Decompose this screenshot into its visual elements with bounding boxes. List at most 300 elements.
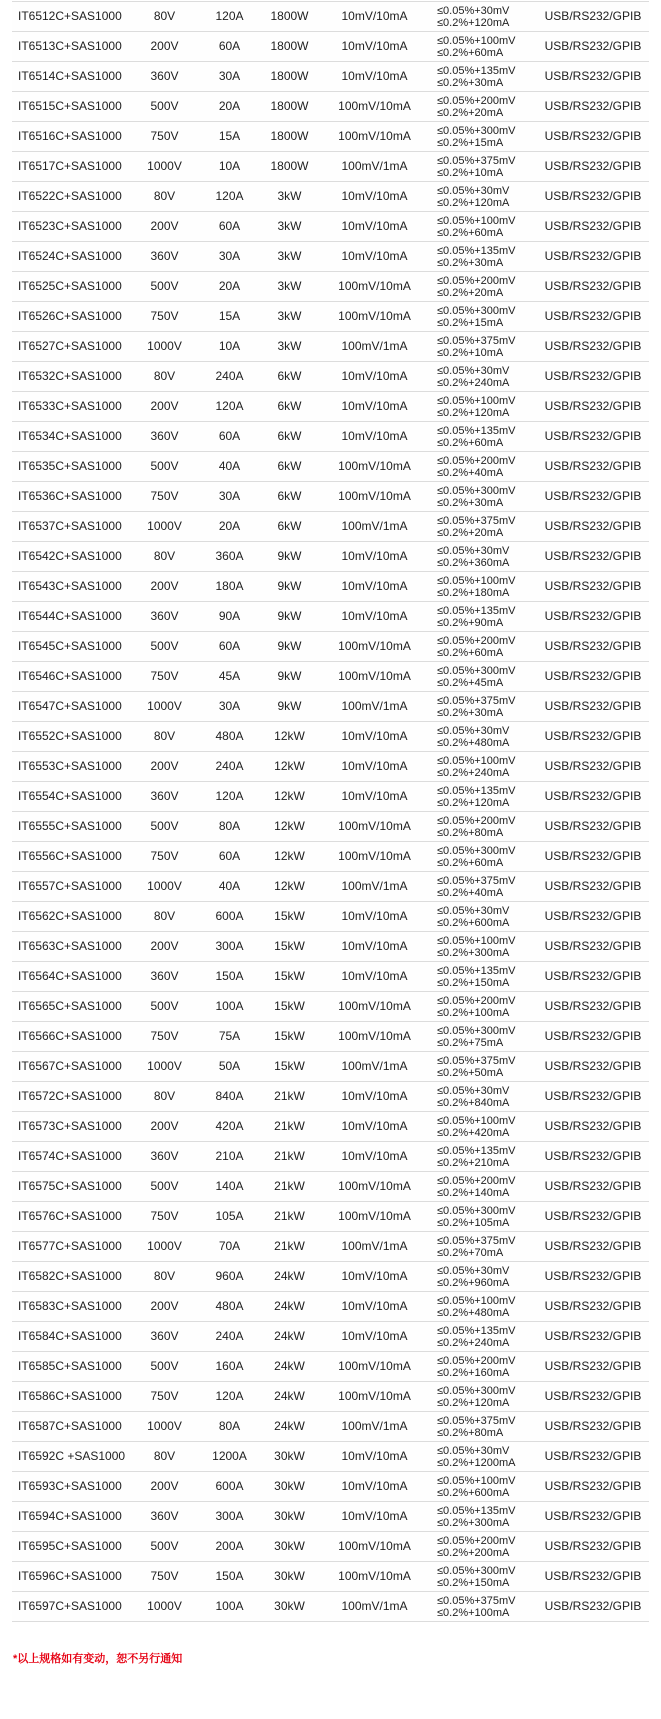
model-cell: IT6545C+SAS1000 [18, 639, 122, 653]
current-cell: 120A [215, 399, 244, 413]
table-row [12, 1442, 649, 1472]
power-cell: 9kW [277, 579, 302, 593]
table-row [12, 872, 649, 902]
accuracy-voltage-line: ≤0.05%+135mV [437, 604, 516, 617]
power-cell: 24kW [274, 1329, 305, 1343]
voltage-cell: 360V [150, 429, 179, 443]
voltage-cell: 80V [153, 1089, 176, 1103]
resolution-cell: 10mV/10mA [341, 609, 408, 623]
interface-cell: USB/RS232/GPIB [544, 1089, 642, 1103]
table-row [12, 542, 649, 572]
accuracy-cell [427, 425, 537, 449]
current-cell: 20A [218, 519, 241, 533]
accuracy-cell [427, 785, 537, 809]
voltage-cell: 750V [150, 1029, 179, 1043]
voltage-cell: 80V [153, 909, 176, 923]
model-cell: IT6513C+SAS1000 [18, 39, 122, 53]
resolution-cell: 100mV/1mA [341, 879, 408, 893]
resolution-cell: 10mV/10mA [341, 1509, 408, 1523]
power-cell: 1800W [270, 129, 309, 143]
accuracy-cell [427, 815, 537, 839]
table-row [12, 1352, 649, 1382]
table-row [12, 632, 649, 662]
model-cell: IT6557C+SAS1000 [18, 879, 122, 893]
model-cell: IT6522C+SAS1000 [18, 189, 122, 203]
resolution-cell: 100mV/10mA [338, 309, 411, 323]
current-cell: 120A [215, 189, 244, 203]
accuracy-cell [427, 1505, 537, 1529]
accuracy-current-line: ≤0.2%+10mA [437, 346, 504, 359]
current-cell: 70A [218, 1239, 241, 1253]
accuracy-current-line: ≤0.2%+150mA [437, 976, 510, 989]
model-cell: IT6596C+SAS1000 [18, 1569, 122, 1583]
interface-cell: USB/RS232/GPIB [544, 1359, 642, 1373]
interface-cell: USB/RS232/GPIB [544, 879, 642, 893]
accuracy-current-line: ≤0.2%+180mA [437, 586, 510, 599]
accuracy-voltage-line: ≤0.05%+375mV [437, 1594, 516, 1607]
power-cell: 21kW [274, 1179, 305, 1193]
accuracy-current-line: ≤0.2%+75mA [437, 1036, 504, 1049]
accuracy-current-line: ≤0.2%+210mA [437, 1156, 510, 1169]
model-cell: IT6585C+SAS1000 [18, 1359, 122, 1373]
accuracy-voltage-line: ≤0.05%+375mV [437, 1054, 516, 1067]
accuracy-current-line: ≤0.2%+120mA [437, 196, 510, 209]
resolution-cell: 100mV/10mA [338, 1359, 411, 1373]
power-cell: 1800W [270, 39, 309, 53]
resolution-cell: 100mV/10mA [338, 639, 411, 653]
current-cell: 40A [218, 879, 241, 893]
accuracy-cell [427, 1145, 537, 1169]
model-cell: IT6515C+SAS1000 [18, 99, 122, 113]
model-cell: IT6546C+SAS1000 [18, 669, 122, 683]
power-cell: 12kW [274, 879, 305, 893]
accuracy-voltage-line: ≤0.05%+200mV [437, 1354, 516, 1367]
accuracy-cell [427, 965, 537, 989]
power-cell: 3kW [277, 249, 302, 263]
current-cell: 60A [218, 39, 241, 53]
power-cell: 12kW [274, 759, 305, 773]
interface-cell: USB/RS232/GPIB [544, 549, 642, 563]
voltage-cell: 80V [153, 549, 176, 563]
accuracy-voltage-line: ≤0.05%+100mV [437, 214, 516, 227]
accuracy-current-line: ≤0.2%+100mA [437, 1606, 510, 1619]
current-cell: 840A [215, 1089, 244, 1103]
model-cell: IT6583C+SAS1000 [18, 1299, 122, 1313]
current-cell: 60A [218, 639, 241, 653]
table-row [12, 482, 649, 512]
voltage-cell: 200V [150, 1299, 179, 1313]
resolution-cell: 100mV/10mA [338, 129, 411, 143]
table-row [12, 752, 649, 782]
power-cell: 6kW [277, 369, 302, 383]
accuracy-voltage-line: ≤0.05%+30mV [437, 1084, 510, 1097]
accuracy-cell [427, 1325, 537, 1349]
resolution-cell: 100mV/1mA [341, 1599, 408, 1613]
accuracy-current-line: ≤0.2%+300mA [437, 1516, 510, 1529]
accuracy-voltage-line: ≤0.05%+100mV [437, 934, 516, 947]
model-cell: IT6574C+SAS1000 [18, 1149, 122, 1163]
accuracy-cell [427, 935, 537, 959]
table-row [12, 1082, 649, 1112]
power-cell: 9kW [277, 669, 302, 683]
current-cell: 105A [215, 1209, 244, 1223]
accuracy-cell [427, 725, 537, 749]
accuracy-current-line: ≤0.2%+600mA [437, 1486, 510, 1499]
interface-cell: USB/RS232/GPIB [544, 729, 642, 743]
table-row [12, 812, 649, 842]
model-cell: IT6555C+SAS1000 [18, 819, 122, 833]
current-cell: 300A [215, 1509, 244, 1523]
table-row [12, 902, 649, 932]
model-cell: IT6572C+SAS1000 [18, 1089, 122, 1103]
table-row [12, 122, 649, 152]
accuracy-current-line: ≤0.2%+105mA [437, 1216, 510, 1229]
voltage-cell: 1000V [147, 1419, 182, 1433]
accuracy-cell [427, 35, 537, 59]
model-cell: IT6524C+SAS1000 [18, 249, 122, 263]
current-cell: 160A [215, 1359, 244, 1373]
interface-cell: USB/RS232/GPIB [544, 129, 642, 143]
power-cell: 3kW [277, 309, 302, 323]
accuracy-current-line: ≤0.2%+15mA [437, 316, 504, 329]
power-cell: 1800W [270, 159, 309, 173]
voltage-cell: 750V [150, 1389, 179, 1403]
model-cell: IT6597C+SAS1000 [18, 1599, 122, 1613]
resolution-cell: 10mV/10mA [341, 789, 408, 803]
voltage-cell: 1000V [147, 519, 182, 533]
current-cell: 100A [215, 1599, 244, 1613]
accuracy-voltage-line: ≤0.05%+375mV [437, 874, 516, 887]
model-cell: IT6575C+SAS1000 [18, 1179, 122, 1193]
current-cell: 60A [218, 429, 241, 443]
interface-cell: USB/RS232/GPIB [544, 99, 642, 113]
interface-cell: USB/RS232/GPIB [544, 1119, 642, 1133]
current-cell: 240A [215, 759, 244, 773]
voltage-cell: 200V [150, 759, 179, 773]
interface-cell: USB/RS232/GPIB [544, 1599, 642, 1613]
voltage-cell: 360V [150, 249, 179, 263]
accuracy-voltage-line: ≤0.05%+100mV [437, 1114, 516, 1127]
accuracy-voltage-line: ≤0.05%+300mV [437, 664, 516, 677]
interface-cell: USB/RS232/GPIB [544, 309, 642, 323]
voltage-cell: 500V [150, 279, 179, 293]
voltage-cell: 360V [150, 609, 179, 623]
accuracy-voltage-line: ≤0.05%+135mV [437, 424, 516, 437]
accuracy-voltage-line: ≤0.05%+375mV [437, 334, 516, 347]
resolution-cell: 100mV/1mA [341, 699, 408, 713]
accuracy-voltage-line: ≤0.05%+100mV [437, 34, 516, 47]
power-cell: 9kW [277, 699, 302, 713]
current-cell: 240A [215, 369, 244, 383]
accuracy-voltage-line: ≤0.05%+135mV [437, 964, 516, 977]
accuracy-voltage-line: ≤0.05%+30mV [437, 1444, 510, 1457]
accuracy-cell [427, 1115, 537, 1139]
voltage-cell: 1000V [147, 1059, 182, 1073]
power-cell: 15kW [274, 999, 305, 1013]
model-cell: IT6533C+SAS1000 [18, 399, 122, 413]
table-row [12, 962, 649, 992]
accuracy-current-line: ≤0.2%+30mA [437, 256, 504, 269]
current-cell: 20A [218, 99, 241, 113]
accuracy-current-line: ≤0.2%+70mA [437, 1246, 504, 1259]
interface-cell: USB/RS232/GPIB [544, 1419, 642, 1433]
accuracy-cell [427, 1265, 537, 1289]
table-row [12, 242, 649, 272]
table-row [12, 1022, 649, 1052]
power-cell: 30kW [274, 1479, 305, 1493]
accuracy-cell [427, 845, 537, 869]
current-cell: 600A [215, 1479, 244, 1493]
table-row [12, 392, 649, 422]
accuracy-current-line: ≤0.2%+15mA [437, 136, 504, 149]
resolution-cell: 100mV/1mA [341, 1419, 408, 1433]
accuracy-current-line: ≤0.2%+30mA [437, 76, 504, 89]
table-row [12, 1232, 649, 1262]
resolution-cell: 100mV/10mA [338, 1389, 411, 1403]
power-cell: 6kW [277, 459, 302, 473]
current-cell: 200A [215, 1539, 244, 1553]
accuracy-cell [427, 1595, 537, 1619]
table-row [12, 212, 649, 242]
voltage-cell: 500V [150, 639, 179, 653]
accuracy-current-line: ≤0.2%+120mA [437, 1396, 510, 1409]
resolution-cell: 10mV/10mA [341, 369, 408, 383]
model-cell: IT6594C+SAS1000 [18, 1509, 122, 1523]
model-cell: IT6544C+SAS1000 [18, 609, 122, 623]
power-cell: 9kW [277, 639, 302, 653]
accuracy-cell [427, 65, 537, 89]
accuracy-cell [427, 635, 537, 659]
accuracy-voltage-line: ≤0.05%+200mV [437, 994, 516, 1007]
resolution-cell: 10mV/10mA [341, 909, 408, 923]
table-row [12, 362, 649, 392]
voltage-cell: 750V [150, 669, 179, 683]
voltage-cell: 80V [153, 1269, 176, 1283]
interface-cell: USB/RS232/GPIB [544, 1329, 642, 1343]
accuracy-voltage-line: ≤0.05%+30mV [437, 184, 510, 197]
accuracy-cell [427, 1055, 537, 1079]
current-cell: 120A [215, 789, 244, 803]
model-cell: IT6554C+SAS1000 [18, 789, 122, 803]
accuracy-current-line: ≤0.2%+60mA [437, 436, 504, 449]
current-cell: 1200A [212, 1449, 247, 1463]
accuracy-cell [427, 185, 537, 209]
current-cell: 10A [218, 339, 241, 353]
model-cell: IT6566C+SAS1000 [18, 1029, 122, 1043]
interface-cell: USB/RS232/GPIB [544, 339, 642, 353]
table-row [12, 92, 649, 122]
table-row [12, 1562, 649, 1592]
interface-cell: USB/RS232/GPIB [544, 1239, 642, 1253]
accuracy-current-line: ≤0.2%+120mA [437, 16, 510, 29]
accuracy-voltage-line: ≤0.05%+135mV [437, 1144, 516, 1157]
accuracy-cell [427, 1085, 537, 1109]
table-row [12, 182, 649, 212]
accuracy-voltage-line: ≤0.05%+300mV [437, 124, 516, 137]
table-row [12, 1112, 649, 1142]
accuracy-current-line: ≤0.2%+200mA [437, 1546, 510, 1559]
table-row [12, 662, 649, 692]
resolution-cell: 10mV/10mA [341, 249, 408, 263]
model-cell: IT6592C +SAS1000 [18, 1449, 126, 1463]
voltage-cell: 750V [150, 849, 179, 863]
power-cell: 6kW [277, 489, 302, 503]
accuracy-current-line: ≤0.2%+960mA [437, 1276, 510, 1289]
power-cell: 21kW [274, 1089, 305, 1103]
accuracy-voltage-line: ≤0.05%+30mV [437, 4, 510, 17]
model-cell: IT6547C+SAS1000 [18, 699, 122, 713]
resolution-cell: 10mV/10mA [341, 1119, 408, 1133]
accuracy-voltage-line: ≤0.05%+300mV [437, 1024, 516, 1037]
table-row [12, 932, 649, 962]
resolution-cell: 10mV/10mA [341, 189, 408, 203]
accuracy-voltage-line: ≤0.05%+300mV [437, 1384, 516, 1397]
interface-cell: USB/RS232/GPIB [544, 1569, 642, 1583]
power-cell: 9kW [277, 609, 302, 623]
resolution-cell: 100mV/1mA [341, 1239, 408, 1253]
resolution-cell: 100mV/10mA [338, 849, 411, 863]
current-cell: 150A [215, 1569, 244, 1583]
current-cell: 140A [215, 1179, 244, 1193]
power-cell: 12kW [274, 849, 305, 863]
voltage-cell: 200V [150, 399, 179, 413]
resolution-cell: 10mV/10mA [341, 9, 408, 23]
interface-cell: USB/RS232/GPIB [544, 9, 642, 23]
model-cell: IT6542C+SAS1000 [18, 549, 122, 563]
power-cell: 24kW [274, 1359, 305, 1373]
interface-cell: USB/RS232/GPIB [544, 969, 642, 983]
table-row [12, 1412, 649, 1442]
table-row [12, 512, 649, 542]
current-cell: 100A [215, 999, 244, 1013]
accuracy-voltage-line: ≤0.05%+200mV [437, 1174, 516, 1187]
accuracy-voltage-line: ≤0.05%+375mV [437, 514, 516, 527]
current-cell: 480A [215, 729, 244, 743]
current-cell: 60A [218, 849, 241, 863]
model-cell: IT6565C+SAS1000 [18, 999, 122, 1013]
accuracy-voltage-line: ≤0.05%+100mV [437, 1294, 516, 1307]
resolution-cell: 10mV/10mA [341, 1089, 408, 1103]
accuracy-cell [427, 455, 537, 479]
model-cell: IT6576C+SAS1000 [18, 1209, 122, 1223]
voltage-cell: 360V [150, 1509, 179, 1523]
accuracy-voltage-line: ≤0.05%+200mV [437, 1534, 516, 1547]
model-cell: IT6543C+SAS1000 [18, 579, 122, 593]
accuracy-cell [427, 1565, 537, 1589]
accuracy-voltage-line: ≤0.05%+100mV [437, 754, 516, 767]
power-cell: 30kW [274, 1509, 305, 1523]
power-cell: 24kW [274, 1269, 305, 1283]
resolution-cell: 10mV/10mA [341, 1479, 408, 1493]
accuracy-cell [427, 875, 537, 899]
table-row [12, 992, 649, 1022]
interface-cell: USB/RS232/GPIB [544, 189, 642, 203]
accuracy-cell [427, 1535, 537, 1559]
voltage-cell: 1000V [147, 879, 182, 893]
interface-cell: USB/RS232/GPIB [544, 279, 642, 293]
table-row [12, 1052, 649, 1082]
interface-cell: USB/RS232/GPIB [544, 399, 642, 413]
model-cell: IT6517C+SAS1000 [18, 159, 122, 173]
accuracy-cell [427, 365, 537, 389]
model-cell: IT6552C+SAS1000 [18, 729, 122, 743]
current-cell: 120A [215, 1389, 244, 1403]
resolution-cell: 100mV/1mA [341, 1059, 408, 1073]
power-cell: 15kW [274, 909, 305, 923]
current-cell: 210A [215, 1149, 244, 1163]
accuracy-cell [427, 155, 537, 179]
model-cell: IT6537C+SAS1000 [18, 519, 122, 533]
power-cell: 6kW [277, 519, 302, 533]
accuracy-current-line: ≤0.2%+80mA [437, 826, 504, 839]
power-cell: 1800W [270, 69, 309, 83]
accuracy-current-line: ≤0.2%+20mA [437, 286, 504, 299]
voltage-cell: 80V [153, 9, 176, 23]
voltage-cell: 1000V [147, 1239, 182, 1253]
resolution-cell: 10mV/10mA [341, 1149, 408, 1163]
accuracy-current-line: ≤0.2%+45mA [437, 676, 504, 689]
interface-cell: USB/RS232/GPIB [544, 519, 642, 533]
table-row [12, 722, 649, 752]
accuracy-cell [427, 275, 537, 299]
voltage-cell: 360V [150, 69, 179, 83]
interface-cell: USB/RS232/GPIB [544, 1479, 642, 1493]
accuracy-current-line: ≤0.2%+300mA [437, 946, 510, 959]
model-cell: IT6562C+SAS1000 [18, 909, 122, 923]
model-cell: IT6584C+SAS1000 [18, 1329, 122, 1343]
accuracy-current-line: ≤0.2%+420mA [437, 1126, 510, 1139]
interface-cell: USB/RS232/GPIB [544, 1299, 642, 1313]
accuracy-cell [427, 485, 537, 509]
accuracy-current-line: ≤0.2%+60mA [437, 856, 504, 869]
accuracy-voltage-line: ≤0.05%+300mV [437, 844, 516, 857]
model-cell: IT6526C+SAS1000 [18, 309, 122, 323]
current-cell: 300A [215, 939, 244, 953]
model-cell: IT6573C+SAS1000 [18, 1119, 122, 1133]
voltage-cell: 200V [150, 579, 179, 593]
power-cell: 24kW [274, 1299, 305, 1313]
voltage-cell: 500V [150, 1539, 179, 1553]
interface-cell: USB/RS232/GPIB [544, 1059, 642, 1073]
voltage-cell: 500V [150, 999, 179, 1013]
resolution-cell: 100mV/10mA [338, 999, 411, 1013]
voltage-cell: 80V [153, 1449, 176, 1463]
spec-change-footnote: *以上规格如有变动，恕不另行通知 [13, 1653, 183, 1665]
accuracy-cell [427, 1205, 537, 1229]
accuracy-voltage-line: ≤0.05%+375mV [437, 1414, 516, 1427]
interface-cell: USB/RS232/GPIB [544, 429, 642, 443]
model-cell: IT6534C+SAS1000 [18, 429, 122, 443]
accuracy-current-line: ≤0.2%+1200mA [437, 1456, 516, 1469]
resolution-cell: 10mV/10mA [341, 429, 408, 443]
model-cell: IT6556C+SAS1000 [18, 849, 122, 863]
accuracy-current-line: ≤0.2%+600mA [437, 916, 510, 929]
table-row [12, 1292, 649, 1322]
accuracy-voltage-line: ≤0.05%+375mV [437, 1234, 516, 1247]
interface-cell: USB/RS232/GPIB [544, 159, 642, 173]
accuracy-cell [427, 395, 537, 419]
table-row [12, 32, 649, 62]
power-cell: 6kW [277, 429, 302, 443]
table-row [12, 1172, 649, 1202]
power-cell: 24kW [274, 1419, 305, 1433]
accuracy-voltage-line: ≤0.05%+30mV [437, 544, 510, 557]
table-row [12, 2, 649, 32]
model-cell: IT6564C+SAS1000 [18, 969, 122, 983]
accuracy-cell [427, 695, 537, 719]
resolution-cell: 10mV/10mA [341, 1299, 408, 1313]
voltage-cell: 200V [150, 39, 179, 53]
